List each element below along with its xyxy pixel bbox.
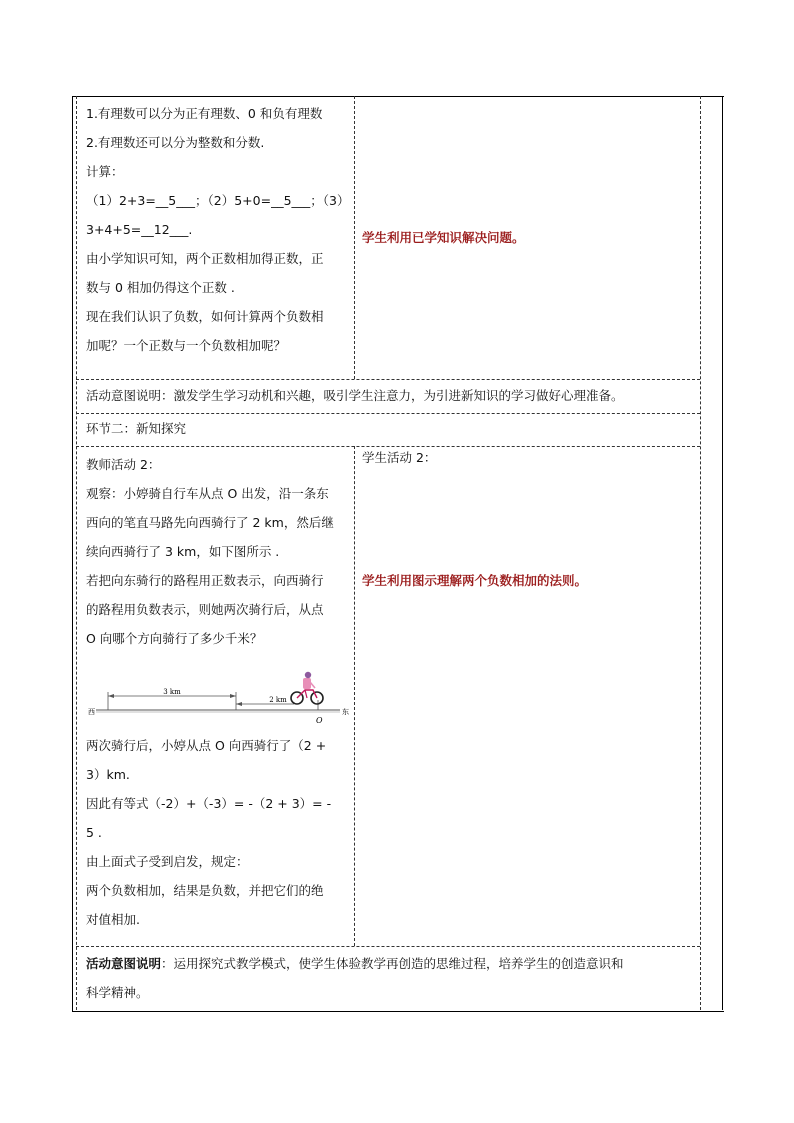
text-line: 的路程用负数表示，则她两次骑行后，从点 [86,602,324,617]
text-line: 两次骑行后，小婷从点 O 向西骑行了（2 + [86,738,327,753]
section1-teacher-content [86,99,349,360]
text-line: 观察：小婷骑自行车从点 O 出发，沿一条东 [86,486,329,501]
label-origin: O [316,716,323,725]
text-line: 3）km. [86,767,130,782]
activity-intent-1: 活动意图说明：激发学生学习动机和兴趣，吸引学生注意力，为引进新知识的学习做好心理准备。 [86,388,624,403]
intent-text-2: 科学精神。 [86,985,149,1000]
row-divider-4 [76,946,700,947]
intent-text: ：运用探究式教学模式，使学生体验教学再创造的思维过程，培养学生的创造意识和 [161,956,624,971]
section2-teacher-content-bottom [86,731,331,934]
column-divider-2 [354,446,355,946]
label-west: 西 [88,708,95,716]
label-3km: 3 km [163,688,181,696]
label-east: 东 [342,708,349,716]
text-line: 现在我们认识了负数，如何计算两个负数相 [86,309,324,324]
text-line: 5 . [86,825,102,840]
section2-teacher-content [86,450,334,653]
text-line: 续向西骑行了 3 km，如下图所示 . [86,544,280,559]
text-line: （1）2+3=__5___；（2）5+0=__5___；（3） [86,193,350,208]
section2-student-note: 学生利用图示理解两个负数相加的法则。 [362,573,588,588]
text-line: 由上面式子受到启发，规定： [86,854,249,869]
text-line: 1.有理数可以分为正有理数、0 和负有理数 [86,106,323,121]
text-line: 加呢？一个正数与一个负数相加呢？ [86,338,287,353]
text-line: 对值相加. [86,912,140,927]
section1-student-note: 学生利用已学知识解决问题。 [362,230,525,245]
teacher-activity-title: 教师活动 2： [86,457,161,472]
text-line: O 向哪个方向骑行了多少千米？ [86,631,263,646]
arrow-left-icon [236,702,242,706]
bike-route-figure [84,670,352,726]
text-line: 因此有等式（-2）+（-3）= -（2 + 3）= - [86,796,332,811]
table-inner-border [700,96,701,1010]
arrow-left-icon [108,694,114,698]
stage-title: 环节二：新知探究 [86,421,187,436]
text-line: 3+4+5=__12___. [86,222,193,237]
text-line: 2.有理数还可以分为整数和分数. [86,135,265,150]
left-margin-line [76,96,77,1010]
arrow-right-icon [230,694,236,698]
activity-intent-2 [86,949,624,1007]
label-2km: 2 km [269,696,287,704]
column-divider-1 [354,96,355,379]
text-line: 西向的笔直马路先向西骑行了 2 km，然后继 [86,515,334,530]
text-line: 计算： [86,164,124,179]
student-activity-title: 学生活动 2： [362,450,437,465]
text-line: 由小学知识可知，两个正数相加得正数，正 [86,251,324,266]
text-line: 两个负数相加，结果是负数，并把它们的绝 [86,883,324,898]
intent-label: 活动意图说明 [86,956,162,971]
row-divider-1 [76,379,700,380]
bicycle-rider-icon [291,672,323,704]
text-line: 若把向东骑行的路程用正数表示，向西骑行 [86,573,324,588]
text-line: 数与 0 相加仍得这个正数 . [86,280,235,295]
table-outer-border [722,96,723,1010]
